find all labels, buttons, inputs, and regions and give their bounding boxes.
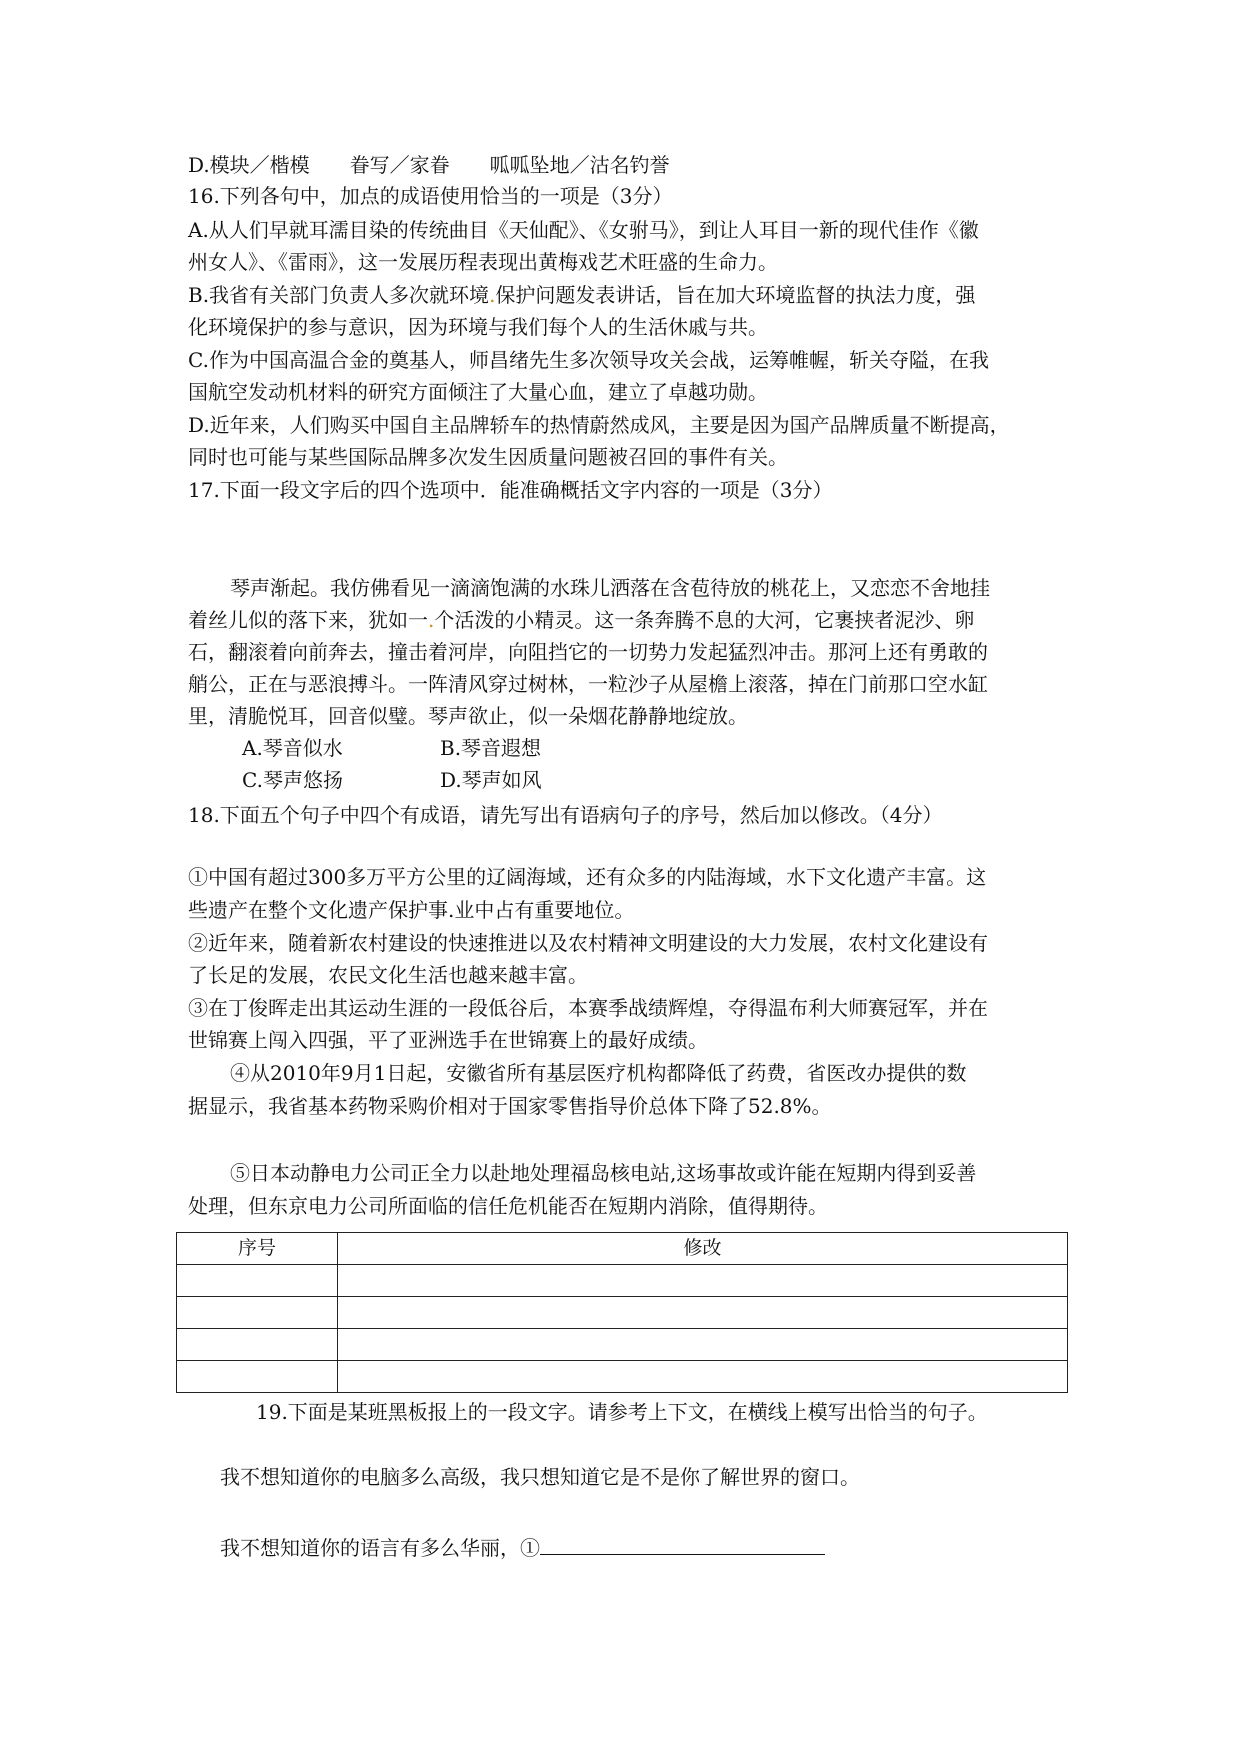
q16-option-c-line2: 国航空发动机材料的研究方面倾注了大量心血，建立了卓越功勋。 <box>188 380 768 404</box>
q15-option-d: D.模块／楷模 眷写／家眷 呱呱坠地／沽名钓誉 <box>188 153 670 177</box>
q18-sentence5-line2: 处理，但东京电力公司所面临的信任危机能否在短期内消除，值得期待。 <box>188 1194 828 1218</box>
q18-sentence1-line2: 些遗产在整个文化遗产保护事.业中占有重要地位。 <box>188 898 635 922</box>
table-header-cell: 序号 <box>177 1233 338 1265</box>
table-row <box>177 1361 1068 1393</box>
table-row <box>177 1265 1068 1297</box>
table-row <box>177 1329 1068 1361</box>
passage-line5: 里，清脆悦耳，回音似璧。琴声欲止，似一朵烟花静静地绽放。 <box>188 704 748 728</box>
q17-option-c: C.琴声悠扬 <box>242 768 343 792</box>
passage-line3: 石，翻滚着向前奔去，撞击着河岸，向阻挡它的一切势力发起猛烈冲击。那河上还有勇敢的 <box>188 640 988 664</box>
q16-option-a-line1: A.从人们早就耳濡目染的传统曲目《天仙配》、《女驸马》，到让人耳目一新的现代佳作《徽 <box>188 218 979 242</box>
q17-option-a: A.琴音似水 <box>242 736 343 760</box>
text-segment: 着丝儿似的落下来，犹如一 <box>188 608 428 632</box>
q18-sentence5-line1: ⑤日本动静电力公司正全力以赴地处理福岛核电站,这场事故或许能在短期内得到妥善 <box>230 1161 977 1185</box>
q18-sentence1-line1: ①中国有超过300多万平方公里的辽阔海域，还有众多的内陆海域，水下文化遗产丰富。这 <box>188 865 987 889</box>
q18-sentence4-line2: 据显示，我省基本药物采购价相对于国家零售指导价总体下降了52.8%。 <box>188 1094 832 1118</box>
q18-sentence2-line2: 了长足的发展，农民文化生活也越来越丰富。 <box>188 963 588 987</box>
table-row <box>177 1297 1068 1329</box>
q18-sentence4-line1: ④从2010年9月1日起，安徽省所有基层医疗机构都降低了药费，省医改办提供的数 <box>230 1061 967 1085</box>
q18-sentence3-line2: 世锦赛上闯入四强，平了亚洲选手在世锦赛上的最好成绩。 <box>188 1028 708 1052</box>
answer-table <box>176 1232 1068 1393</box>
q16-option-b-line2: 化环境保护的参与意识，因为环境与我们每个人的生活休戚与共。 <box>188 315 768 339</box>
answer-cell[interactable] <box>177 1361 338 1393</box>
q17-stem: 17.下面一段文字后的四个选项中．能准确概括文字内容的一项是（3分） <box>188 478 833 502</box>
q17-option-d: D.琴声如风 <box>440 768 542 792</box>
text-segment: 个活泼的小精灵。这一条奔腾不息的大河，它裹挟者泥沙、卵 <box>434 608 975 632</box>
text-segment: 我不想知道你的语言有多么华丽，① <box>220 1536 540 1560</box>
answer-cell[interactable] <box>338 1361 1068 1393</box>
answer-blank-line[interactable] <box>540 1530 825 1555</box>
q16-option-d-line2: 同时也可能与某些国际品牌多次发生因质量问题被召回的事件有关。 <box>188 445 788 469</box>
q16-option-c-line1: C.作为中国高温合金的奠基人，师昌绪先生多次领导攻关会战，运筹帷幄，斩关夺隘，在我 <box>188 348 989 372</box>
emphasis-dot: . <box>489 283 496 307</box>
q18-sentence2-line1: ②近年来，随着新农村建设的快速推进以及农村精神文明建设的大力发展，农村文化建设有 <box>188 931 988 955</box>
answer-cell[interactable] <box>338 1265 1068 1297</box>
q17-option-b: B.琴音遐想 <box>440 736 542 760</box>
passage-line1: 琴声渐起。我仿佛看见一滴滴饱满的水珠儿洒落在含苞待放的桃花上，又恋恋不舍地挂 <box>230 576 990 600</box>
text-segment: B.我省有关部门负责人多次就环境 <box>188 283 490 307</box>
q19-prompt-line <box>220 1530 825 1560</box>
answer-cell[interactable] <box>338 1297 1068 1329</box>
q16-option-b-line1 <box>188 281 975 311</box>
emphasis-dot: . <box>428 608 435 632</box>
q18-sentence3-line1: ③在丁俊晖走出其运动生涯的一段低谷后，本赛季战绩辉煌，夺得温布利大师赛冠军，并在 <box>188 996 988 1020</box>
answer-cell[interactable] <box>177 1329 338 1361</box>
q18-stem: 18.下面五个句子中四个有成语，请先写出有语病句子的序号，然后加以修改。（4分） <box>188 803 943 827</box>
text-segment: 保护问题发表讲话，旨在加大环境监督的执法力度，强 <box>495 283 976 307</box>
table-header-row <box>177 1233 1068 1265</box>
q16-stem: 16.下列各句中，加点的成语使用恰当的一项是（3分） <box>188 184 673 208</box>
q16-option-a-line2: 州女人》、《雷雨》，这一发展历程表现出黄梅戏艺术旺盛的生命力。 <box>188 250 778 274</box>
answer-cell[interactable] <box>177 1265 338 1297</box>
passage-line2 <box>188 606 974 636</box>
q19-stem: 19.下面是某班黑板报上的一段文字。请参考上下文，在横线上模写出恰当的句子。 <box>256 1400 988 1424</box>
answer-cell[interactable] <box>338 1329 1068 1361</box>
answer-cell[interactable] <box>177 1297 338 1329</box>
table-header-cell: 修改 <box>338 1233 1068 1265</box>
q16-option-d-line1: D.近年来，人们购买中国自主品牌轿车的热情蔚然成风，主要是因为国产品牌质量不断提高， <box>188 413 1010 437</box>
passage-line4: 艄公，正在与恶浪搏斗。一阵清风穿过树林，一粒沙子从屋檐上滚落，掉在门前那口空水缸 <box>188 672 988 696</box>
q19-example-line: 我不想知道你的电脑多么高级，我只想知道它是不是你了解世界的窗口。 <box>220 1465 860 1489</box>
